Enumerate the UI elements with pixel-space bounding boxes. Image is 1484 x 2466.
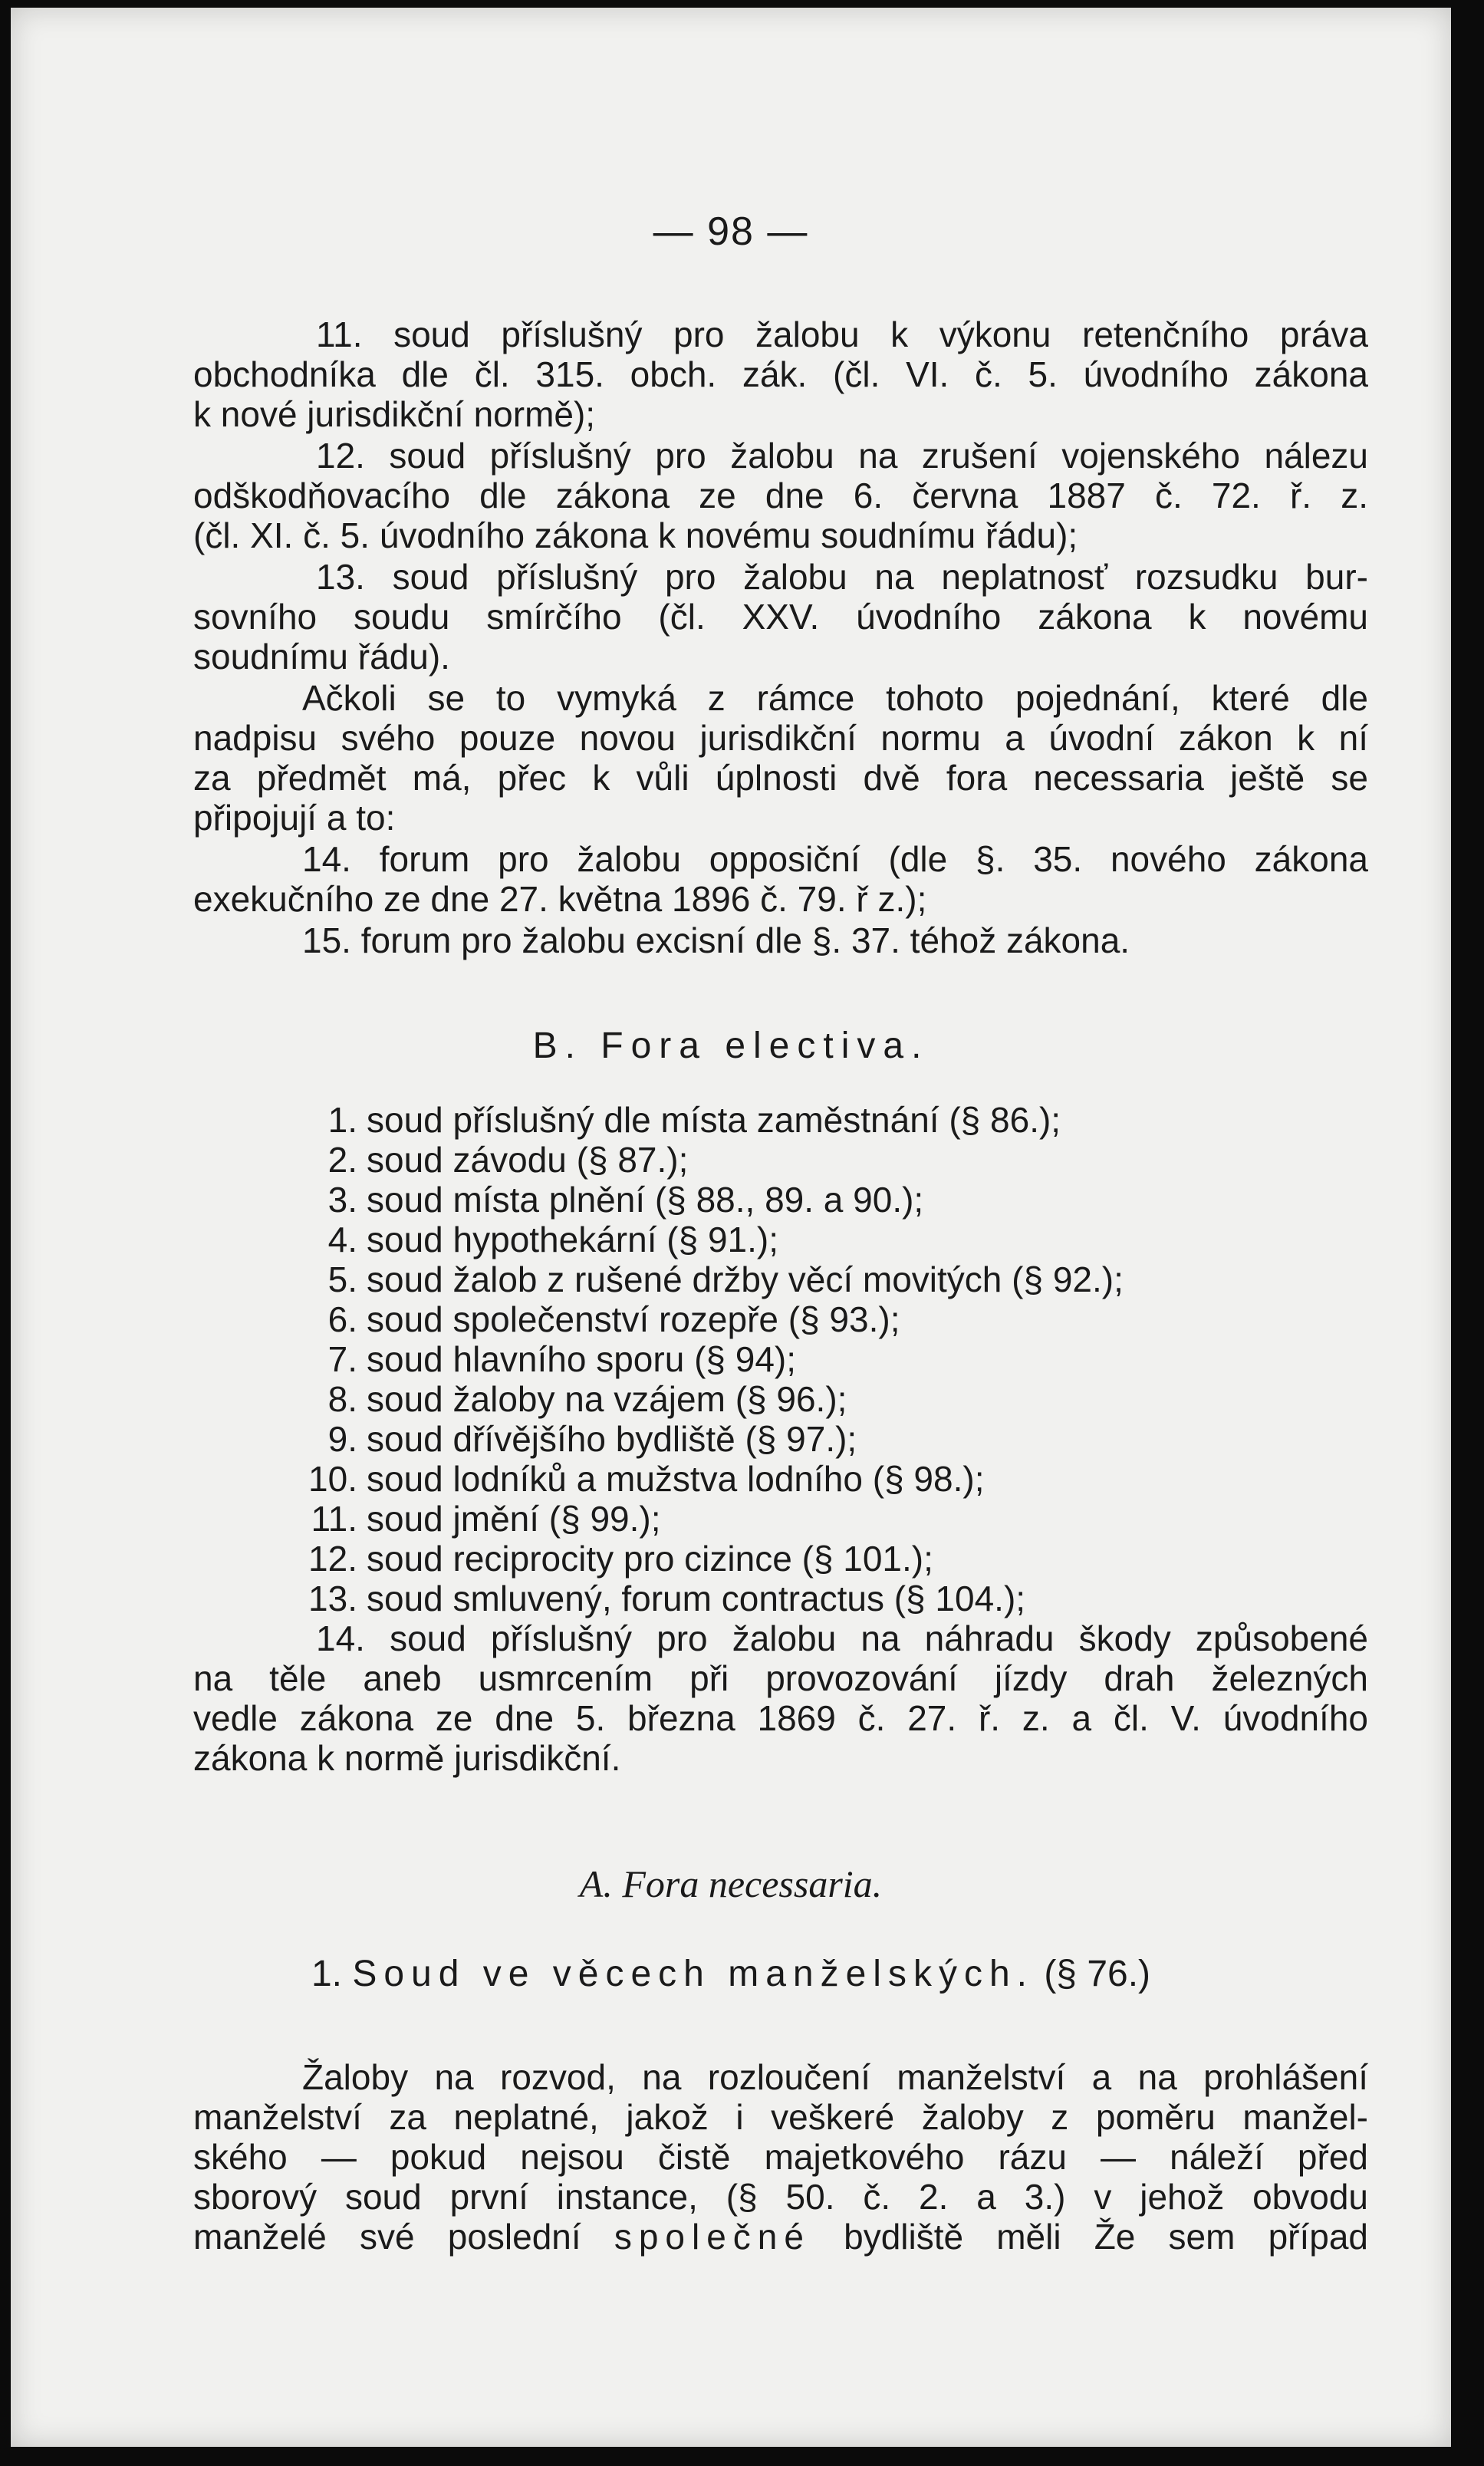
section-heading-a: A. Fora necessaria. (579, 1862, 883, 1905)
text-line: Žaloby na rozvod, na rozloučení manželství a na prohlášení (302, 2057, 1368, 2097)
text-segment: manželé své poslední (193, 2217, 581, 2257)
list-item: 3. soud místa plnění (§ 88., 89. a 90.); (327, 1180, 924, 1220)
text-line: na těle aneb usmrcením při provozování jízdy drah železných (193, 1658, 1368, 1698)
text-line: odškodňovacího dle zákona ze dne 6. června 1887 č. 72. ř. z. (193, 476, 1368, 515)
text-line: vedle zákona ze dne 5. března 1869 č. 27. ř. z. a čl. V. úvodního (193, 1698, 1368, 1738)
text-line: nadpisu svého pouze novou jurisdikční normu a úvodní zákon k ní (193, 718, 1368, 758)
list-item: 1. soud příslušný dle místa zaměstnání (§ 86.); (327, 1100, 1061, 1140)
subsection-title: Soud ve věcech manželských. (352, 1954, 1034, 1994)
text-line: sovního soudu smírčího (čl. XXV. úvodního zákona k novému (193, 597, 1368, 637)
list-item: 9. soud dřívějšího bydliště (§ 97.); (327, 1419, 857, 1459)
list-item: 13. soud smluvený, forum contractus (§ 104.); (308, 1579, 1026, 1618)
text-line (193, 2217, 1368, 2257)
section-heading-b: B. Fora electiva. (532, 1026, 930, 1066)
list-item: 12. soud reciprocity pro cizince (§ 101.); (308, 1539, 933, 1579)
text-line: 11. soud příslušný pro žalobu k výkonu retenčního práva (316, 314, 1368, 354)
text-line: Ačkoli se to vymyká z rámce tohoto pojednání, které dle (302, 678, 1368, 718)
list-item: 10. soud lodníků a mužstva lodního (§ 98.); (308, 1459, 985, 1499)
list-item: 8. soud žaloby na vzájem (§ 96.); (327, 1379, 847, 1419)
text-line: obchodníka dle čl. 315. obch. zák. (čl. VI. č. 5. úvodního zákona (193, 354, 1368, 394)
text-segment: bydliště měli Že sem případ (844, 2217, 1369, 2257)
text-line: 14. soud příslušný pro žalobu na náhradu škody způsobené (316, 1618, 1368, 1658)
text-line: 12. soud příslušný pro žalobu na zrušení vojenského nálezu (316, 436, 1368, 476)
page-number: — 98 — (653, 209, 809, 254)
text-line: zákona k normě jurisdikční. (193, 1738, 621, 1778)
text-line: 14. forum pro žalobu opposiční (dle §. 35. nového zákona (302, 839, 1368, 879)
list-item: 6. soud společenství rozepře (§ 93.); (327, 1299, 900, 1339)
list-item: 5. soud žalob z rušené držby věcí movitých (§ 92.); (327, 1259, 1124, 1299)
text-line: (čl. XI. č. 5. úvodního zákona k novému soudnímu řádu); (193, 515, 1078, 555)
emphasized-word: společné (614, 2217, 811, 2257)
text-line: ského — pokud nejsou čistě majetkového rázu — náleží před (193, 2137, 1368, 2177)
text-line: manželství za neplatné, jakož i veškeré žaloby z poměru manžel- (193, 2097, 1368, 2137)
list-item: 2. soud závodu (§ 87.); (327, 1140, 689, 1180)
book-page (11, 8, 1451, 2447)
text-line: 15. forum pro žalobu excisní dle §. 37. téhož zákona. (302, 920, 1130, 960)
list-item: 4. soud hypothekární (§ 91.); (327, 1220, 778, 1259)
subsection-heading (11, 1953, 1451, 1996)
text-line: za předmět má, přec k vůli úplnosti dvě fora necessaria ještě se (193, 758, 1368, 798)
text-line: sborový soud první instance, (§ 50. č. 2. a 3.) v jehož obvodu (193, 2177, 1368, 2217)
list-item: 7. soud hlavního sporu (§ 94); (327, 1339, 797, 1379)
text-line: k nové jurisdikční normě); (193, 394, 596, 434)
subsection-number: 1. (311, 1954, 342, 1994)
text-line: exekučního ze dne 27. května 1896 č. 79. ř z.); (193, 879, 927, 919)
list-item: 11. soud jmění (§ 99.); (311, 1499, 661, 1539)
text-line: připojují a to: (193, 798, 396, 838)
subsection-ref: (§ 76.) (1044, 1954, 1151, 1994)
text-line: soudnímu řádu). (193, 637, 450, 677)
text-line: 13. soud příslušný pro žalobu na neplatnosť rozsudku bur- (316, 557, 1368, 597)
